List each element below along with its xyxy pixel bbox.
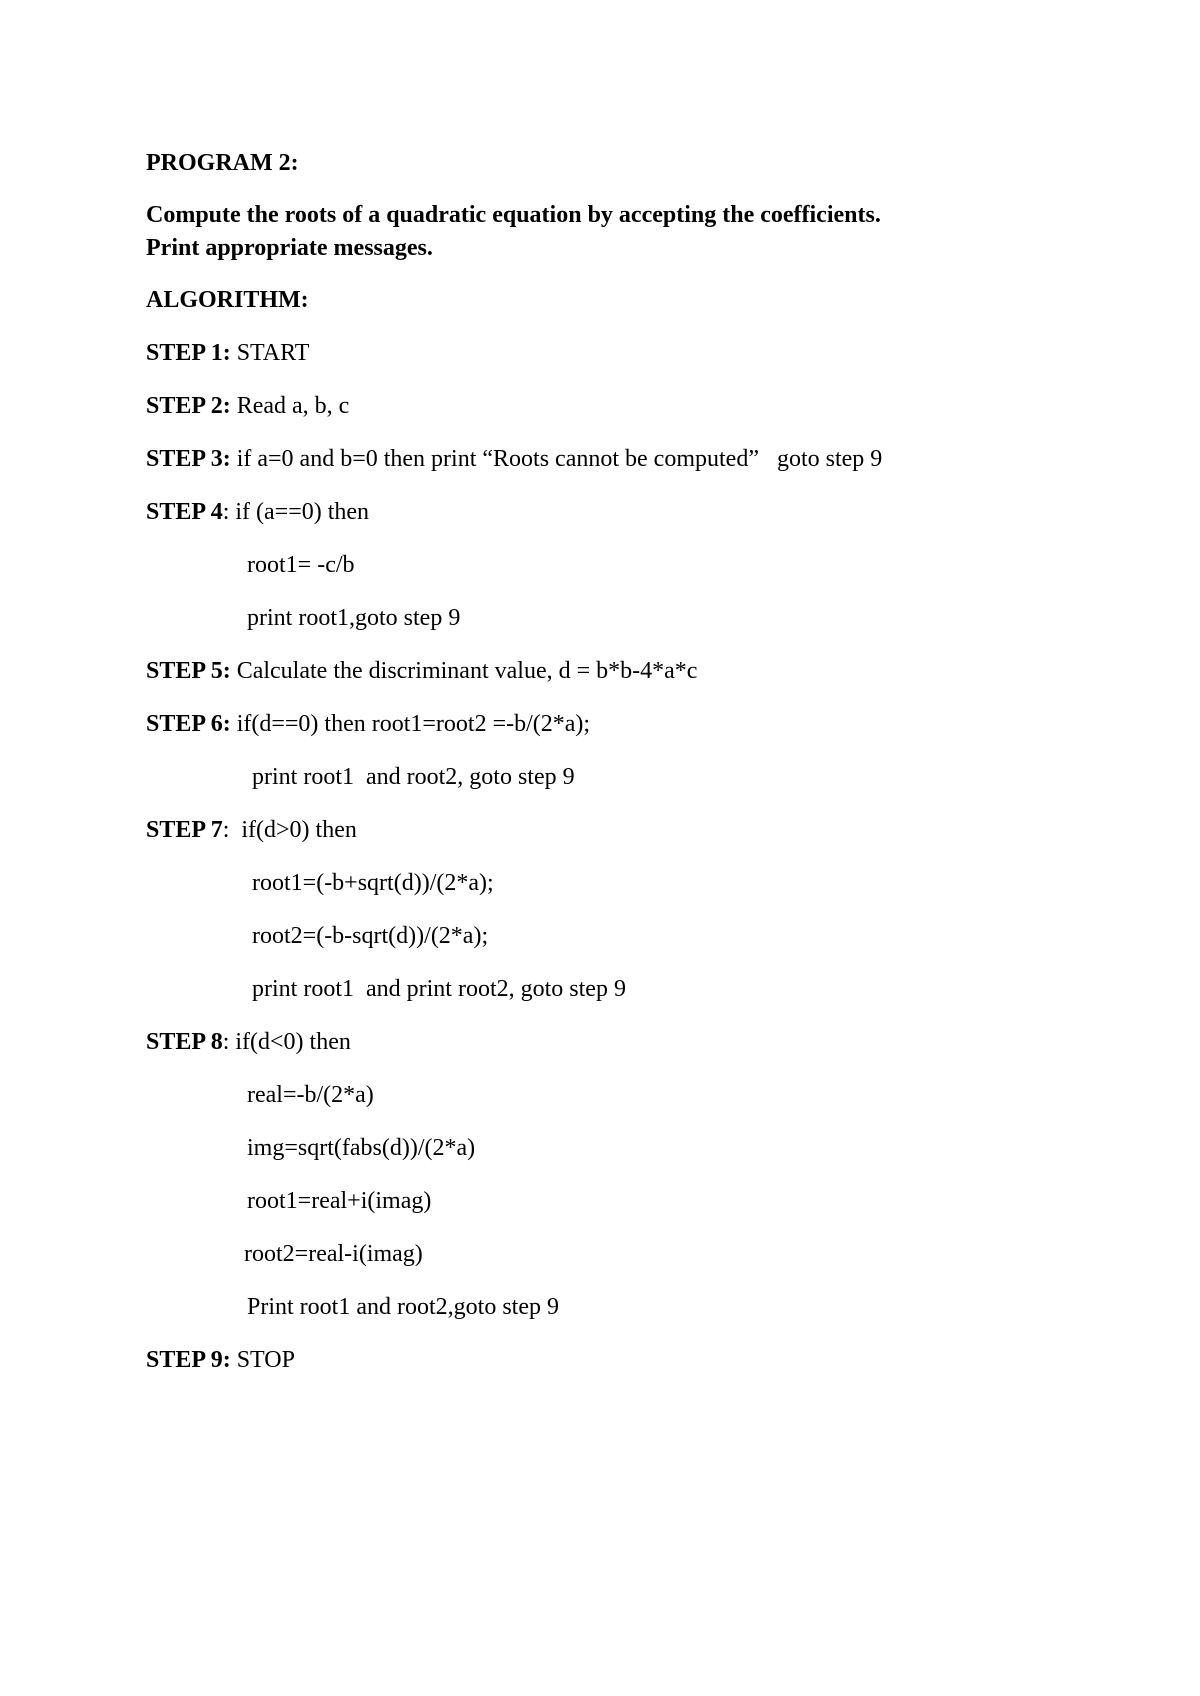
program-title-line-1: Compute the roots of a quadratic equation by accepting the coefficients. xyxy=(146,202,881,228)
step-label: STEP 6: xyxy=(146,711,231,737)
step-text: if(d==0) then root1=root2 =-b/(2*a); xyxy=(230,711,591,737)
step-label: STEP 8 xyxy=(146,1029,223,1055)
step-9 xyxy=(146,1345,295,1375)
step-5 xyxy=(146,656,697,686)
step-8-line-5: Print root1 and root2,goto step 9 xyxy=(247,1294,559,1320)
step-label: STEP 3: xyxy=(146,446,231,472)
step-8-line-2: img=sqrt(fabs(d))/(2*a) xyxy=(247,1135,476,1161)
step-6-line-1: print root1 and root2, goto step 9 xyxy=(252,764,575,790)
step-4-line-2: print root1,goto step 9 xyxy=(247,605,461,631)
program-heading: PROGRAM 2: xyxy=(146,150,299,176)
step-text: : if(d<0) then xyxy=(222,1029,351,1055)
algorithm-heading: ALGORITHM: xyxy=(146,287,309,313)
step-4-line-1: root1= -c/b xyxy=(247,552,355,578)
step-8-line-3: root1=real+i(imag) xyxy=(247,1188,432,1214)
step-8-line-1: real=-b/(2*a) xyxy=(247,1082,374,1108)
step-text: START xyxy=(230,340,310,366)
step-4 xyxy=(146,497,369,527)
program-title-line-2: Print appropriate messages. xyxy=(146,235,433,261)
step-1 xyxy=(146,338,309,368)
step-label: STEP 7 xyxy=(146,817,223,843)
step-7-line-1: root1=(-b+sqrt(d))/(2*a); xyxy=(252,870,494,896)
step-text: : if(d>0) then xyxy=(222,817,357,843)
step-7 xyxy=(146,815,357,845)
step-8 xyxy=(146,1027,351,1057)
step-text: Read a, b, c xyxy=(230,393,350,419)
step-label: STEP 5: xyxy=(146,658,231,684)
step-text: STOP xyxy=(230,1347,295,1373)
step-text: : if (a==0) then xyxy=(222,499,370,525)
step-6 xyxy=(146,709,590,739)
step-2 xyxy=(146,391,349,421)
step-label: STEP 4 xyxy=(146,499,223,525)
step-8-line-4: root2=real-i(imag) xyxy=(244,1241,423,1267)
step-label: STEP 1: xyxy=(146,340,231,366)
step-3 xyxy=(146,444,882,474)
step-text: Calculate the discriminant value, d = b*b-4*a*c xyxy=(230,658,698,684)
step-7-line-2: root2=(-b-sqrt(d))/(2*a); xyxy=(252,923,489,949)
step-text: if a=0 and b=0 then print “Roots cannot be computed” goto step 9 xyxy=(230,446,883,472)
step-label: STEP 9: xyxy=(146,1347,231,1373)
step-label: STEP 2: xyxy=(146,393,231,419)
step-7-line-3: print root1 and print root2, goto step 9 xyxy=(252,976,626,1002)
